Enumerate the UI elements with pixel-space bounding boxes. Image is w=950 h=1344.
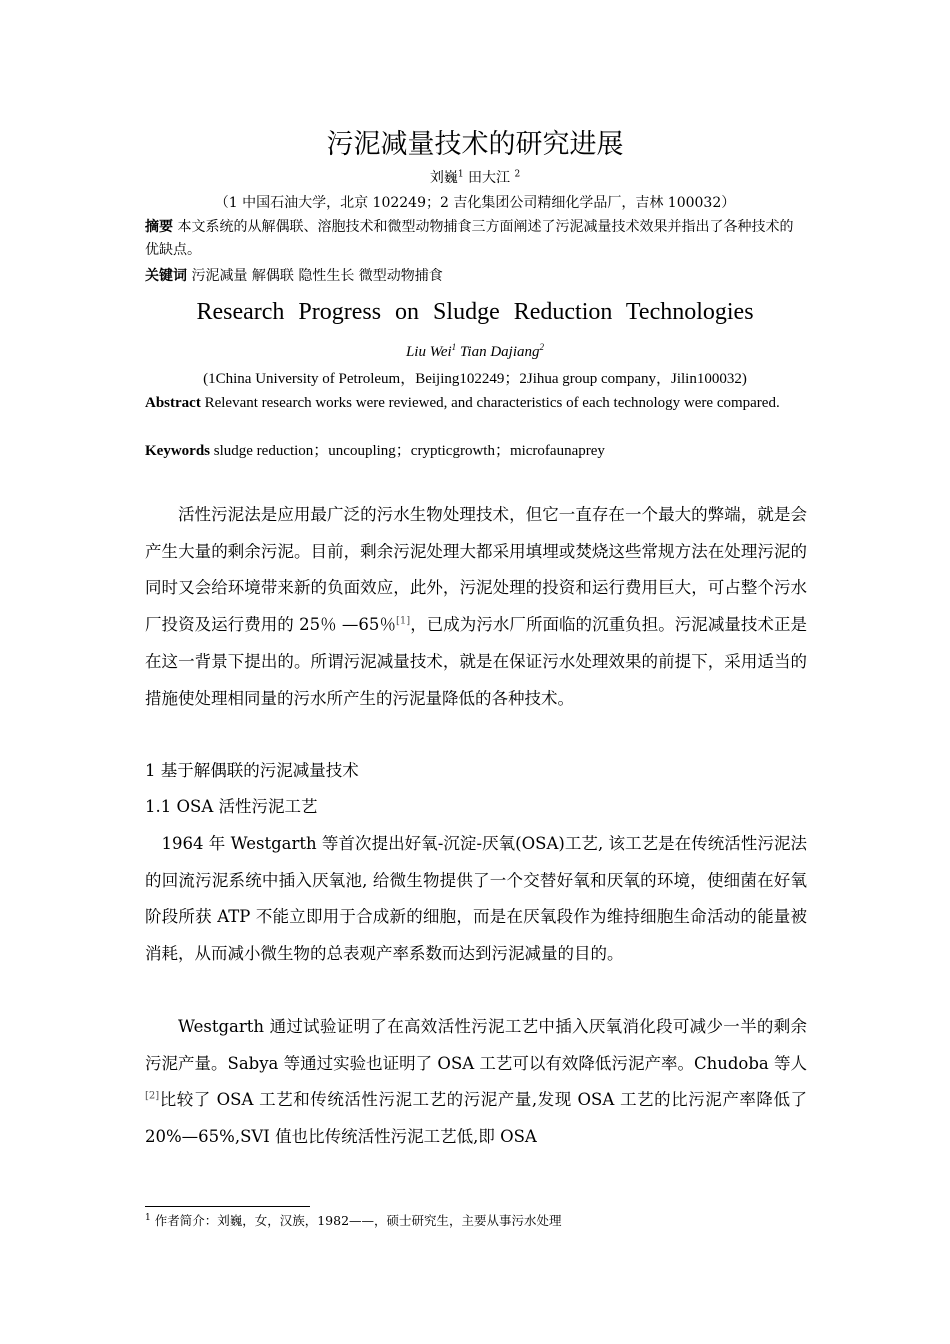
keywords-en [145, 441, 807, 461]
paragraph-text: ，已成为污水厂所面临的沉重负担。污泥减量技术正是在这一背景下提出的。所谓污泥减量技术，就是在保证污水处理效果的前提下，采用适当的措施使处理相同量的污水所产生的污泥量降低的各种技术。 [145, 615, 807, 708]
author-sup: 1 [457, 169, 464, 180]
keywords-zh-text: 污泥减量 解偶联 隐性生长 微型动物捕食 [187, 268, 443, 284]
author-name: Liu Wei [405, 344, 452, 360]
body-paragraph [145, 497, 807, 717]
paragraph-text: 比较了 OSA 工艺和传统活性污泥工艺的污泥产量,发现 OSA 工艺的比污泥产率降低了 20%—65%,SVI 值也比传统活性污泥工艺低,即 OSA [145, 1090, 807, 1147]
paragraph-text: 活性污泥法是应用最广泛的污水生物处理技术，但它一直存在一个最大的弊端，就是会产生大量的剩余污泥。目前，剩余污泥处理大都采用填埋或焚烧这些常规方法在处理污泥的同时又会给环境带来新的负面效应，此外，污泥处理的投资和运行费用巨大，可占整个污水厂投资及运行费用的 25％ —65％ [145, 505, 807, 635]
section-heading: 1 基于解偶联的污泥减量技术 [145, 761, 359, 780]
keywords-en-text: sludge reduction；uncoupling；crypticgrowth；microfaunaprey [210, 443, 605, 459]
abstract-en-label: Abstract [145, 395, 201, 411]
footnote-text: 作者简介：刘巍，女，汉族，1982——，硕士研究生，主要从事污水处理 [150, 1213, 562, 1228]
author-sup: 2 [539, 342, 545, 352]
author-name: Tian Dajiang [456, 344, 540, 360]
authors-en [0, 344, 950, 361]
author-name: 刘巍 [429, 170, 458, 186]
citation-ref: [1] [396, 615, 411, 627]
body-paragraph [145, 1009, 807, 1156]
keywords-zh [145, 266, 807, 286]
citation-ref: [2] [145, 1090, 160, 1102]
abstract-zh-label: 摘要 [145, 219, 173, 235]
footnote-divider [145, 1206, 310, 1207]
affiliation-en: (1China University of Petroleum，Beijing102249；2Jihua group company，Jilin100032) [203, 371, 747, 387]
authors-zh [0, 167, 950, 187]
author-sup: 1 [451, 342, 457, 352]
footnote [145, 1211, 562, 1229]
body-paragraph: 1964 年 Westgarth 等首次提出好氧-沉淀-厌氧(OSA)工艺, 该工艺是在传统活性污泥法的回流污泥系统中插入厌氧池, 给微生物提供了一个交替好氧和厌氧的环境，使细菌在好氧阶段所获 ATP 不能立即用于合成新的细胞，而是在厌氧段作为维持细胞生命活动的能量被消耗，从而减小微生物的总表观产率系数而达到污泥减量的目的。 [145, 834, 807, 964]
author-name: 田大江 [463, 170, 515, 186]
subsection-heading: 1.1 OSA 活性污泥工艺 [145, 797, 318, 816]
keywords-zh-label: 关键词 [145, 268, 187, 284]
paper-title-zh: 污泥减量技术的研究进展 [326, 129, 624, 160]
abstract-en-text: Relevant research works were reviewed, and characteristics of each technology were compared. [200, 395, 780, 411]
author-sup: 2 [514, 169, 521, 180]
affiliation-zh: （1 中国石油大学，北京 102249；2 吉化集团公司精细化学品厂，吉林 100032） [214, 195, 736, 211]
paper-title-en: Research Progress on Sludge Reduction Technologies [196, 299, 754, 325]
abstract-zh-text: 本文系统的从解偶联、溶胞技术和微型动物捕食三方面阐述了污泥减量技术效果并指出了各种技术的优缺点。 [145, 219, 794, 258]
abstract-en [145, 391, 807, 416]
footnote-marker: 1 [145, 1212, 151, 1223]
paragraph-text: Westgarth 通过试验证明了在高效活性污泥工艺中插入厌氧消化段可减少一半的剩余污泥产量。Sabya 等通过实验也证明了 OSA 工艺可以有效降低污泥产率。Chudoba 等人 [145, 1017, 807, 1073]
abstract-zh [145, 216, 807, 262]
keywords-en-label: Keywords [145, 443, 210, 459]
